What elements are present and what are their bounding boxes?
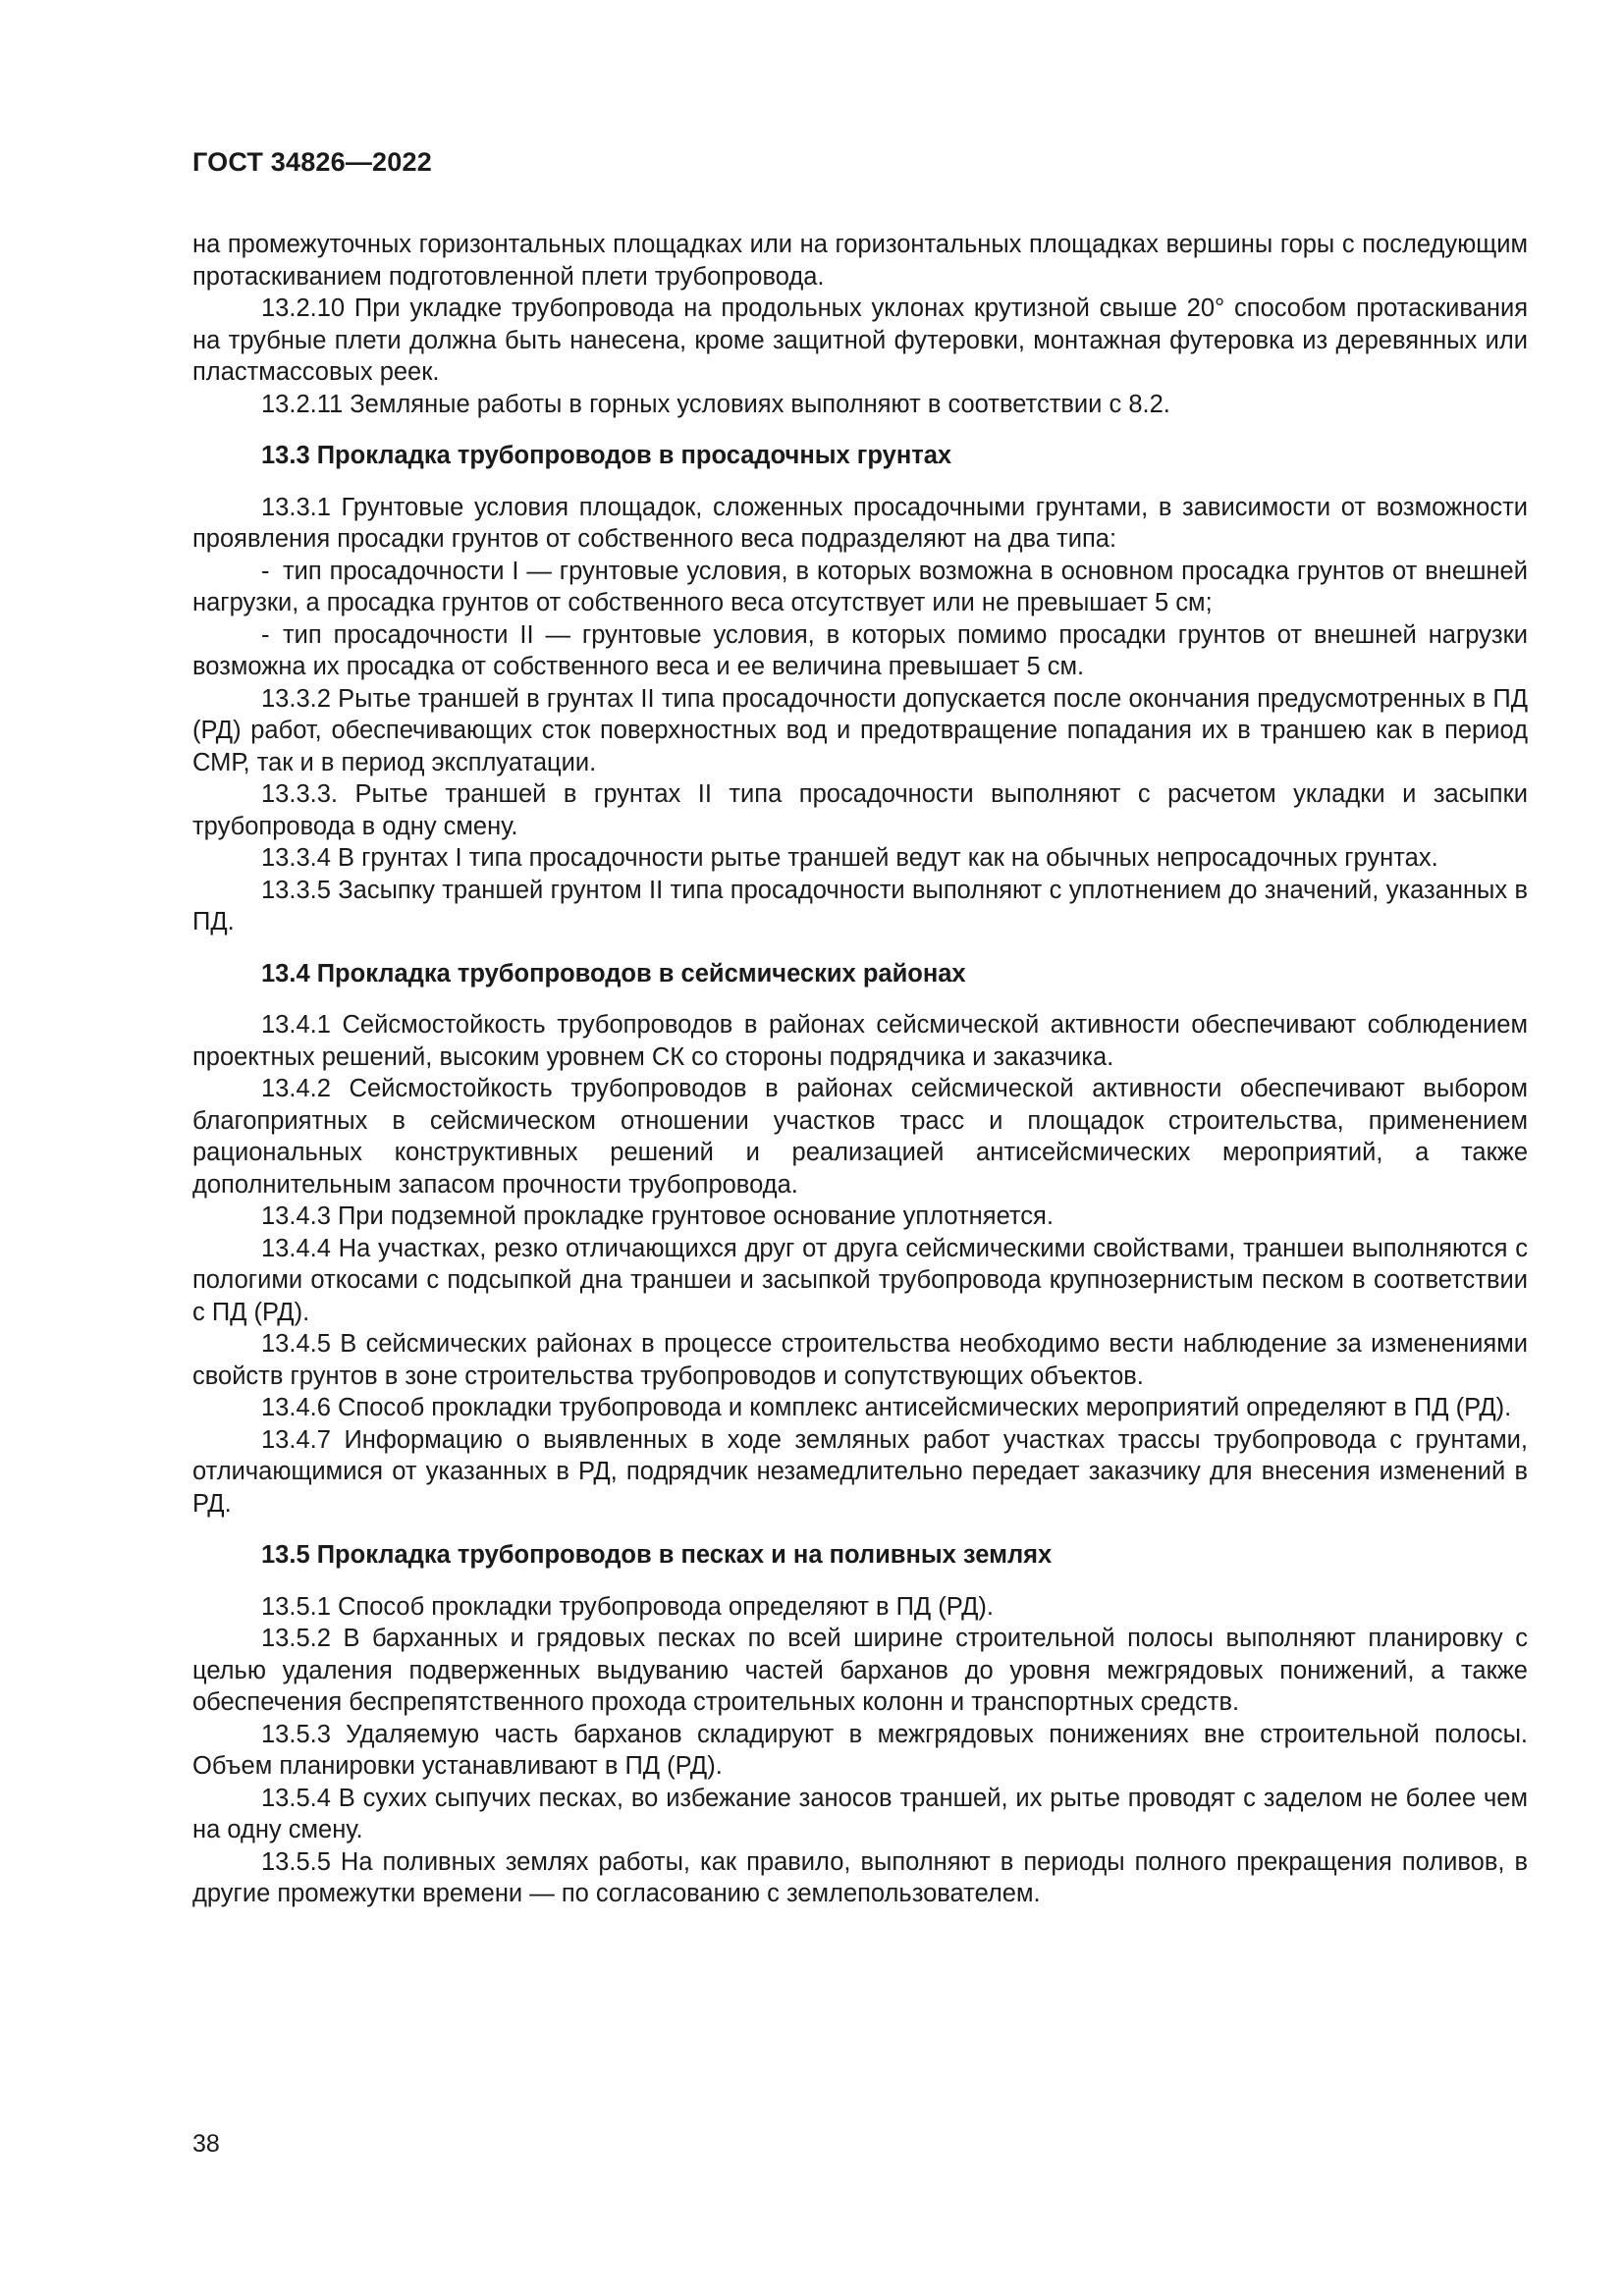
list-item-type-2 <box>192 619 1528 683</box>
paragraph-13-3-5: 13.3.5 Засыпку траншей грунтом II типа просадочности выполняют с уплотнением до значений, указанных в ПД. <box>192 876 1528 935</box>
paragraph-13-4-1: 13.4.1 Сейсмостойкость трубопроводов в районах сейсмической активности обеспечивают соблюдением проектных решений, высоким уровнем СК со стороны подрядчика и заказчика. <box>192 1011 1528 1071</box>
paragraph-13-5-4: 13.5.4 В сухих сыпучих песках, во избежание заносов траншей, их рытье проводят с заделом не более чем на одну смену. <box>192 1784 1528 1843</box>
page-number: 38 <box>192 2130 220 2158</box>
paragraph-13-4-5: 13.4.5 В сейсмических районах в процессе строительства необходимо вести наблюдение за изменениями свойств грунтов в зоне строительства трубопроводов и сопутствующих объектов. <box>192 1330 1528 1390</box>
paragraph-13-5-1: 13.5.1 Способ прокладки трубопровода определяют в ПД (РД). <box>261 1592 994 1621</box>
section-heading-13-4: 13.4 Прокладка трубопроводов в сейсмических районах <box>261 959 966 988</box>
paragraph-13-4-7: 13.4.7 Информацию о выявленных в ходе земляных работ участках трассы трубопровода с грунтами, отличающимися от указанных в РД, подрядчик незамедлительно передает заказчику для внесения изменений в РД. <box>192 1425 1528 1518</box>
paragraph-13-4-3: 13.4.3 При подземной прокладке грунтовое основание уплотняется. <box>261 1202 1054 1230</box>
list-dash: - <box>261 557 270 585</box>
paragraph-13-3-4: 13.3.4 В грунтах I типа просадочности рытье траншей ведут как на обычных непросадочных грунтах. <box>261 844 1438 872</box>
list-item-text: тип просадочности II — грунтовые условия, в которых помимо просадки грунтов от внешней нагрузки возможна их просадка от собственного веса и ее величина превышает 5 см. <box>192 620 1528 680</box>
list-item-text: тип просадочности I — грунтовые условия, в которых возможна в основном просадка грунтов от внешней нагрузки, а просадка грунтов от собственного веса отсутствует или не превышает 5 см; <box>192 557 1528 616</box>
paragraph-13-4-4: 13.4.4 На участках, резко отличающихся друг от друга сейсмическими свойствами, траншеи выполняются с пологими откосами с подсыпкой дна траншеи и засыпкой трубопровода крупнозернистым песком в соответствии с ПД (РД). <box>192 1234 1528 1326</box>
document-code: ГОСТ 34826—2022 <box>192 147 432 177</box>
paragraph-13-5-5: 13.5.5 На поливных землях работы, как правило, выполняют в периоды полного прекращения поливов, в другие промежутки времени — по согласованию с землепользователем. <box>192 1847 1528 1907</box>
paragraph-13-2-11: 13.2.11 Земляные работы в горных условиях выполняют в соответствии с 8.2. <box>261 390 1170 418</box>
paragraph-13-3-3: 13.3.3. Рытье траншей в грунтах II типа просадочности выполняют с расчетом укладки и засыпки трубопровода в одну смену. <box>192 780 1528 840</box>
paragraph-13-3-1: 13.3.1 Грунтовые условия площадок, сложенных просадочными грунтами, в зависимости от возможности проявления просадки грунтов от собственного веса подразделяют на два типа: <box>192 493 1528 553</box>
section-heading-13-5: 13.5 Прокладка трубопроводов в песках и на поливных землях <box>261 1541 1053 1569</box>
paragraph-13-5-3: 13.5.3 Удаляемую часть барханов складируют в межгрядовых понижениях вне строительной полосы. Объем планировки устанавливают в ПД (РД). <box>192 1720 1528 1780</box>
paragraph-13-4-2: 13.4.2 Сейсмостойкость трубопроводов в районах сейсмической активности обеспечивают выбором благоприятных в сейсмическом отношении участков трасс и площадок строительства, применением рациональных конструктивных решений и реализацией антисейсмических мероприятий, а также дополнительным запасом прочности трубопровода. <box>192 1075 1528 1199</box>
paragraph-13-3-2: 13.3.2 Рытье траншей в грунтах II типа просадочности допускается после окончания предусмотренных в ПД (РД) работ, обеспечивающих сток поверхностных вод и предотвращение попадания их в траншею как в период СМР, так и в период эксплуатации. <box>192 684 1528 776</box>
paragraph-13-2-10: 13.2.10 При укладке трубопровода на продольных уклонах крутизной свыше 20° способом протаскивания на трубные плети должна быть нанесена, кроме защитной футеровки, монтажная футеровка из деревянных или пластмассовых реек. <box>192 294 1528 386</box>
paragraph-13-4-6: 13.4.6 Способ прокладки трубопровода и комплекс антисейсмических мероприятий определяют в ПД (РД). <box>261 1394 1512 1421</box>
list-dash: - <box>261 620 270 649</box>
list-item-type-1 <box>192 556 1528 619</box>
paragraph-13-5-2: 13.5.2 В барханных и грядовых песках по всей ширине строительной полосы выполняют планировку с целью удаления подверженных выдуванию частей барханов до уровня межгрядовых понижений, а также обеспечения беспрепятственного прохода строительных колонн и транспортных средств. <box>192 1625 1528 1716</box>
paragraph-intro: на промежуточных горизонтальных площадках или на горизонтальных площадках вершины горы с последующим протаскиванием подготовленной плети трубопровода. <box>192 231 1528 291</box>
document-body <box>192 229 1528 1910</box>
section-heading-13-3: 13.3 Прокладка трубопроводов в просадочных грунтах <box>261 442 952 469</box>
